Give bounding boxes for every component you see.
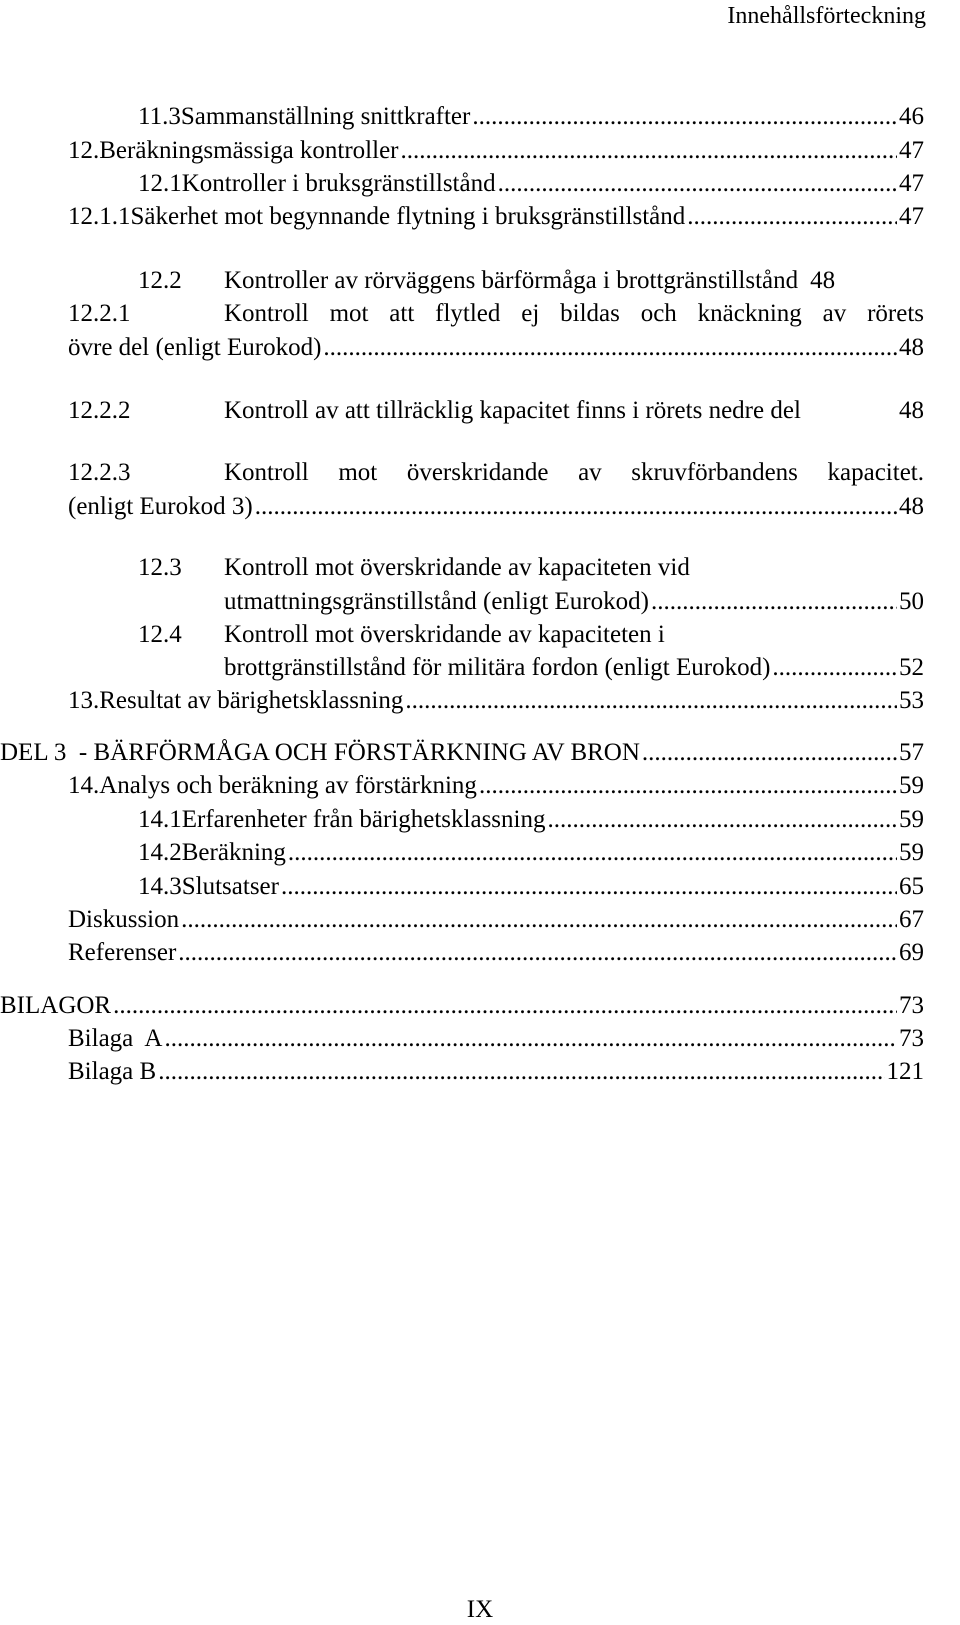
toc-leader-dots — [498, 169, 897, 199]
toc-entry-continuation[interactable] — [68, 492, 924, 522]
toc-entry-page: 53 — [899, 687, 924, 714]
toc-leader-dots — [479, 771, 897, 801]
toc-entry-number: 14. — [68, 772, 100, 799]
toc-entry[interactable] — [138, 620, 924, 650]
toc-entry-title: Kontroll mot överskridande av kapaciteten i — [224, 621, 665, 648]
toc-entry[interactable] — [68, 938, 924, 968]
toc-entry-title: Beräkningsmässiga kontroller — [99, 137, 399, 164]
toc-leader-dots — [164, 1024, 897, 1054]
toc-entry-title: Kontroller i bruksgränstillstånd — [181, 170, 496, 197]
toc-entry-number: 12.2.2 — [68, 397, 131, 424]
toc-entry-title: brottgränstillstånd för militära fordon (enligt Eurokod) — [224, 654, 771, 681]
toc-entry[interactable] — [68, 396, 924, 426]
toc-entry-number: 13. — [68, 687, 100, 714]
toc-entry-title: Säkerhet mot begynnande flytning i bruksgränstillstånd — [130, 203, 686, 230]
toc-entry[interactable] — [138, 805, 924, 835]
toc-entry-number: 11.3 — [138, 103, 181, 130]
toc-leader-dots — [178, 938, 897, 968]
toc-entry[interactable] — [138, 872, 924, 902]
toc-leader-dots — [281, 872, 897, 902]
toc-entry[interactable] — [68, 458, 924, 488]
toc-leader-dots — [642, 738, 897, 768]
toc-entry[interactable] — [138, 553, 924, 583]
toc-entry-page: 52 — [899, 654, 924, 681]
toc-entry-title: Sammanställning snittkrafter — [180, 103, 471, 130]
toc-entry-title: Kontroll mot överskridande av skruvförbandens kapacitet. — [224, 459, 924, 486]
toc-entry-number: 12.1 — [138, 170, 182, 197]
toc-entry-page: 48 — [899, 334, 924, 361]
toc-entry-title: Kontroll av att tillräcklig kapacitet finns i rörets nedre del — [224, 397, 801, 424]
toc-entry-title: Erfarenheter från bärighetsklassning — [181, 806, 546, 833]
toc-entry-title: Kontroll mot att flytled ej bildas och knäckning av rörets — [224, 300, 924, 327]
toc-entry[interactable] — [68, 299, 924, 329]
toc-entry-page: 59 — [899, 772, 924, 799]
toc-entry-number: 12.2.3 — [68, 459, 131, 486]
toc-entry[interactable] — [138, 102, 924, 132]
toc-entry-title: Kontroll mot överskridande av kapaciteten vid — [224, 554, 690, 581]
toc-entry-number: 12.4 — [138, 621, 182, 648]
toc-entry[interactable] — [68, 1024, 924, 1054]
toc-entry-page: 48 — [899, 397, 924, 424]
toc-entry[interactable] — [68, 1057, 924, 1087]
toc-entry-page: 67 — [899, 906, 924, 933]
toc-entry-number: 12.1.1 — [68, 203, 131, 230]
toc-leader-dots — [323, 333, 897, 363]
toc-entry-title: Diskussion — [68, 906, 180, 933]
page-number: IX — [466, 1596, 494, 1623]
toc-entry-page: 46 — [899, 103, 924, 130]
toc-entry-page: 48 — [899, 493, 924, 520]
toc-part-heading[interactable] — [0, 738, 924, 768]
toc-entry-title: Bilaga A — [68, 1025, 163, 1052]
toc-entry-page: 73 — [899, 992, 924, 1019]
toc-entry[interactable] — [138, 169, 924, 199]
toc-entry-continuation[interactable] — [224, 587, 924, 617]
running-header: Innehållsförteckning — [727, 3, 926, 29]
toc-leader-dots — [288, 838, 897, 868]
toc-entry-page: 59 — [899, 806, 924, 833]
toc-entry-number: 12. — [68, 137, 100, 164]
toc-entry-title: Slutsatser — [181, 873, 279, 900]
toc-leader-dots — [687, 202, 897, 232]
toc-entry[interactable] — [68, 202, 924, 232]
toc-entry-page: 65 — [899, 873, 924, 900]
toc-entry-title: DEL 3 - BÄRFÖRMÅGA OCH FÖRSTÄRKNING AV BRON — [0, 739, 640, 766]
toc-entry-page: 121 — [886, 1058, 924, 1085]
toc-entry[interactable] — [68, 771, 924, 801]
toc-leader-dots — [401, 136, 898, 166]
toc-leader-dots — [547, 805, 897, 835]
toc-entry-title: Beräkning — [181, 839, 286, 866]
toc-leader-dots — [772, 653, 897, 683]
toc-entry-title: Resultat av bärighetsklassning — [99, 687, 404, 714]
toc-entry-title: Kontroller av rörväggens bärförmåga i brottgränstillstånd — [224, 267, 799, 294]
toc-entry-continuation[interactable] — [224, 653, 924, 683]
toc-entry-number: 12.2 — [138, 267, 182, 294]
toc-entry-page: 59 — [899, 839, 924, 866]
toc-entry-page: 50 — [899, 588, 924, 615]
toc-entry-page: 47 — [899, 137, 924, 164]
toc-entry-page: 47 — [899, 170, 924, 197]
toc-entry-page: 57 — [899, 739, 924, 766]
toc-entry-number: 14.1 — [138, 806, 182, 833]
toc-entry-continuation[interactable] — [68, 333, 924, 363]
toc-entry-number: 12.3 — [138, 554, 182, 581]
toc-leader-dots — [158, 1057, 884, 1087]
toc-entry-title: Referenser — [68, 939, 177, 966]
toc-entry-title: BILAGOR — [0, 992, 112, 1019]
toc-entry-number: 12.2.1 — [68, 300, 131, 327]
toc-entry[interactable] — [68, 136, 924, 166]
toc-entry[interactable] — [138, 266, 924, 296]
toc-leader-dots — [181, 905, 897, 935]
toc-entry-title: Analys och beräkning av förstärkning — [99, 772, 477, 799]
toc-leader-dots — [255, 492, 897, 522]
toc-entry-title: övre del (enligt Eurokod) — [68, 334, 322, 361]
toc-part-heading[interactable] — [0, 991, 924, 1021]
toc-entry-page: 73 — [899, 1025, 924, 1052]
toc-entry-title: utmattningsgränstillstånd (enligt Eurokod) — [224, 588, 649, 615]
toc-entry-number: 14.3 — [138, 873, 182, 900]
toc-leader-dots — [113, 991, 897, 1021]
toc-entry-title: Bilaga B — [68, 1058, 157, 1085]
toc-entry[interactable] — [68, 905, 924, 935]
toc-entry-title: (enligt Eurokod 3) — [68, 493, 253, 520]
toc-entry[interactable] — [138, 838, 924, 868]
toc-entry-page: 47 — [899, 203, 924, 230]
toc-entry-page: 69 — [899, 939, 924, 966]
toc-leader-dots — [405, 686, 897, 716]
toc-entry-number: 14.2 — [138, 839, 182, 866]
toc-entry[interactable] — [68, 686, 924, 716]
toc-entry-page: 48 — [810, 267, 836, 294]
toc-leader-dots — [651, 587, 897, 617]
toc-leader-dots — [472, 102, 897, 132]
